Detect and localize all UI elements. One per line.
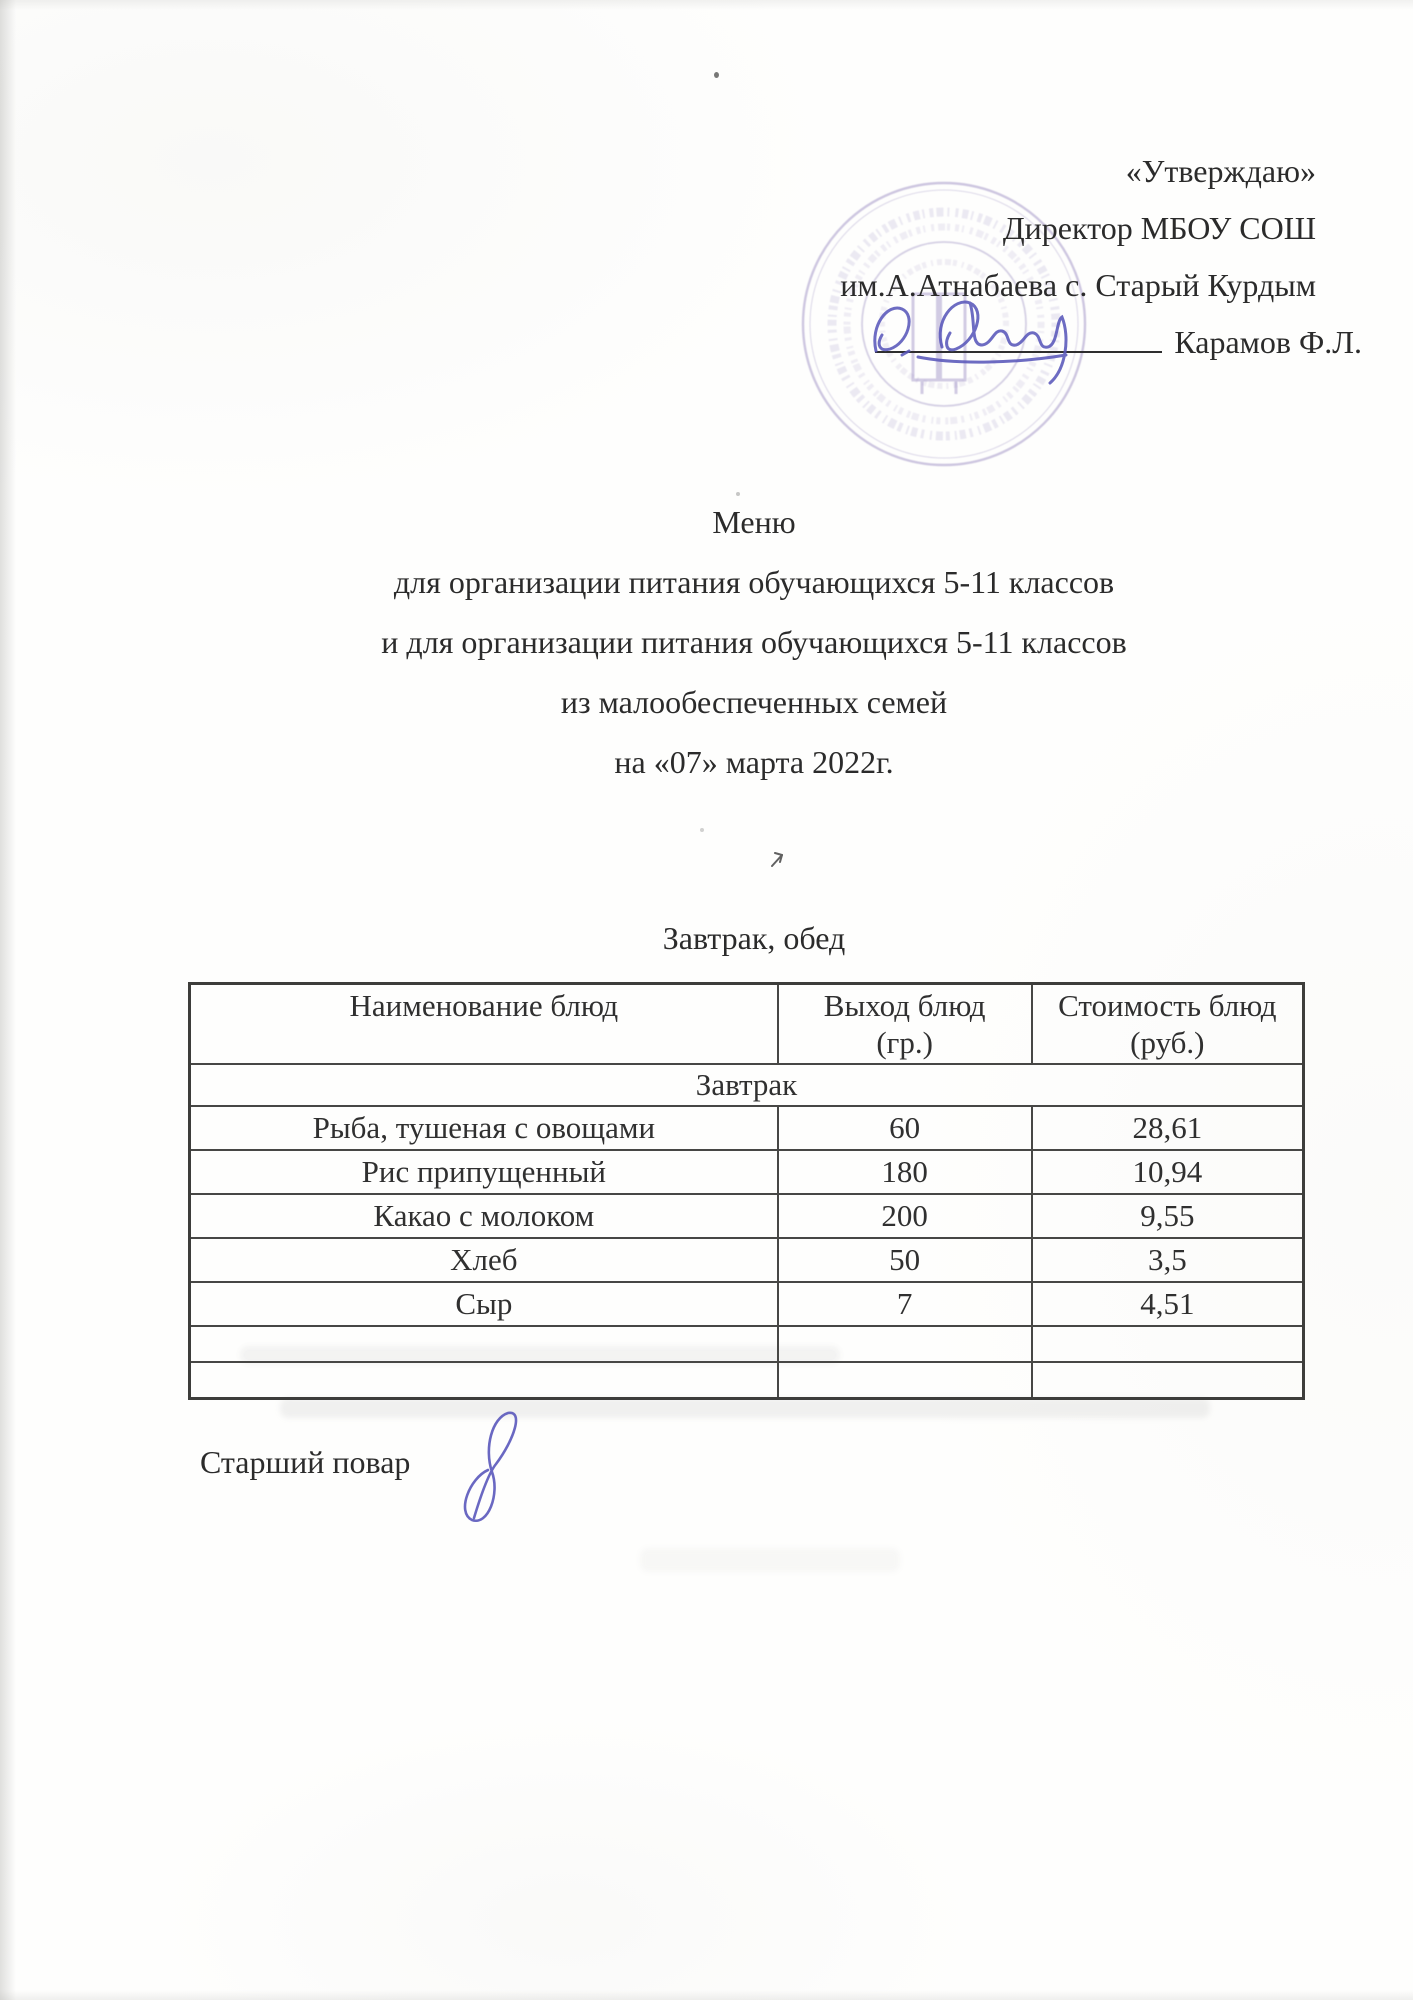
scan-edge-bottom xyxy=(0,1990,1413,2000)
dish-output-cell xyxy=(778,1362,1032,1399)
col-header-output xyxy=(778,984,1032,1065)
approval-line-director: Директор МБОУ СОШ xyxy=(1002,210,1316,246)
table-row xyxy=(190,1194,1304,1238)
approval-line-approve: «Утверждаю» xyxy=(1125,153,1316,189)
dish-price-cell xyxy=(1032,1326,1304,1362)
meal-section-title: Завтрак, обед xyxy=(662,920,846,956)
dish-output-cell: 200 xyxy=(778,1194,1032,1238)
dish-name-cell: Рыба, тушеная с овощами xyxy=(190,1106,778,1150)
table-row xyxy=(190,1106,1304,1150)
doc-subtitle-1: для организации питания обучающихся 5-11 классов xyxy=(393,564,1115,600)
dish-price-cell: 28,61 xyxy=(1032,1106,1304,1150)
doc-date-line: на «07» марта 2022г. xyxy=(614,744,894,780)
table-row xyxy=(190,1150,1304,1194)
dish-name-cell: Какао с молоком xyxy=(190,1194,778,1238)
doc-subtitle-3: из малообеспеченных семей xyxy=(560,684,948,720)
chef-signature-icon xyxy=(448,1406,538,1531)
dish-name-cell xyxy=(190,1326,778,1362)
director-signature-icon xyxy=(858,285,1118,395)
dish-name-cell: Сыр xyxy=(190,1282,778,1326)
dish-output-cell xyxy=(778,1326,1032,1362)
scan-speck-icon xyxy=(736,492,740,496)
dish-name-cell: Хлеб xyxy=(190,1238,778,1282)
col-header-price-line1: Стоимость блюд xyxy=(1058,988,1277,1023)
title-block xyxy=(99,492,1409,792)
col-header-price xyxy=(1032,984,1304,1065)
dish-output-cell: 60 xyxy=(778,1106,1032,1150)
col-header-price-line2: (руб.) xyxy=(1130,1025,1205,1060)
col-header-output-line2: (гр.) xyxy=(876,1025,933,1060)
dish-name-cell: Рис припущенный xyxy=(190,1150,778,1194)
doc-title: Меню xyxy=(712,504,796,540)
dish-price-cell: 10,94 xyxy=(1032,1150,1304,1194)
scan-edge-top xyxy=(0,0,1413,10)
dish-price-cell: 3,5 xyxy=(1032,1238,1304,1282)
chef-signer-label: Старший повар xyxy=(200,1444,411,1480)
col-header-dish-name-text: Наименование блюд xyxy=(349,988,619,1023)
dish-price-cell: 4,51 xyxy=(1032,1282,1304,1326)
table-row xyxy=(190,1238,1304,1282)
group-row-label: Завтрак xyxy=(190,1064,1304,1106)
dish-output-cell: 50 xyxy=(778,1238,1032,1282)
dish-price-cell: 9,55 xyxy=(1032,1194,1304,1238)
dish-output-cell: 7 xyxy=(778,1282,1032,1326)
menu-table xyxy=(188,982,1305,1400)
scan-mark-icon xyxy=(770,850,788,870)
dish-output-cell: 180 xyxy=(778,1150,1032,1194)
col-header-dish-name xyxy=(190,984,778,1065)
dish-price-cell xyxy=(1032,1362,1304,1399)
table-header-row xyxy=(190,984,1304,1065)
col-header-output-line1: Выход блюд xyxy=(823,988,986,1023)
table-row-empty xyxy=(190,1362,1304,1399)
scan-speck-icon xyxy=(714,72,719,78)
dish-name-cell xyxy=(190,1362,778,1399)
scan-smudge xyxy=(640,1548,900,1572)
scan-smudge xyxy=(280,1398,1210,1418)
doc-subtitle-2: и для организации питания обучающихся 5-11 классов xyxy=(381,624,1127,660)
director-name: Карамов Ф.Л. xyxy=(1174,324,1362,360)
table-row xyxy=(190,1282,1304,1326)
group-row-breakfast xyxy=(190,1064,1304,1106)
table-row-empty xyxy=(190,1326,1304,1362)
approval-line-school: им.А.Атнабаева с. Старый Курдым xyxy=(840,267,1316,303)
scan-speck-icon xyxy=(700,828,704,832)
scan-edge-left xyxy=(0,0,16,2000)
